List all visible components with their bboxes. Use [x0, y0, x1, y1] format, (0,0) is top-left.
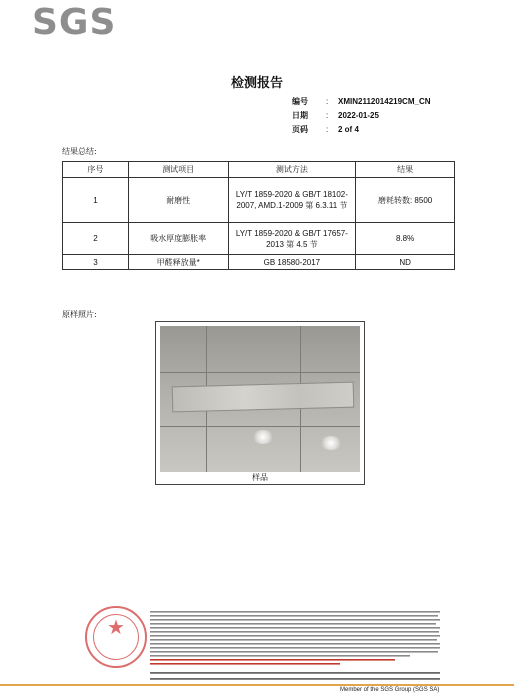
table-header-row — [63, 162, 455, 178]
cell-item: 耐磨性 — [128, 178, 228, 223]
light-glare — [252, 430, 274, 444]
address-block — [150, 671, 440, 685]
meta-key: 日期 — [292, 110, 308, 120]
sample-photo — [160, 326, 360, 472]
meta-colon: : — [326, 110, 329, 120]
cell-no: 3 — [63, 255, 129, 270]
cell-no: 2 — [63, 223, 129, 255]
summary-label: 结果总结: — [62, 147, 97, 156]
meta-row-page — [292, 122, 431, 136]
table-row — [63, 178, 455, 223]
photo-caption: 样品 — [156, 472, 364, 484]
meta-colon: : — [326, 96, 329, 106]
meta-key: 编号 — [292, 96, 308, 106]
report-date: 2022-01-25 — [338, 110, 379, 120]
cell-result: 8.8% — [356, 223, 455, 255]
star-icon: ★ — [107, 617, 125, 639]
cell-method: LY/T 1859-2020 & GB/T 18102-2007, AMD.1-2009 第 6.3.11 节 — [228, 178, 356, 223]
sgs-logo: SGS — [32, 2, 117, 43]
page-number: 2 of 4 — [338, 124, 359, 134]
sample-plank — [172, 382, 355, 413]
footer-rule — [0, 684, 514, 686]
table-row — [63, 255, 455, 270]
cell-item: 吸水厚度膨胀率 — [128, 223, 228, 255]
results-table — [62, 161, 455, 270]
cell-no: 1 — [63, 178, 129, 223]
cell-item: 甲醛释放量* — [128, 255, 228, 270]
cell-result: 磨耗转数: 8500 — [356, 178, 455, 223]
photo-label: 原样照片: — [62, 310, 97, 319]
cell-method: LY/T 1859-2020 & GB/T 17657-2013 第 4.5 节 — [228, 223, 356, 255]
meta-row-date — [292, 108, 431, 122]
legal-text-lines — [150, 610, 440, 668]
light-glare — [320, 436, 342, 450]
meta-row-number — [292, 94, 431, 108]
address-lines — [150, 671, 440, 683]
member-line: Member of the SGS Group (SGS SA) — [340, 687, 440, 693]
meta-key: 页码 — [292, 124, 308, 134]
report-title: 检测报告 — [230, 76, 283, 91]
report-meta — [292, 94, 431, 136]
cell-result: ND — [356, 255, 455, 270]
header-method: 测试方法 — [228, 162, 356, 178]
sample-photo-frame — [155, 321, 365, 485]
header-no: 序号 — [63, 162, 129, 178]
meta-colon: : — [326, 124, 329, 134]
tile-line — [160, 426, 360, 427]
header-item: 测试项目 — [128, 162, 228, 178]
report-number: XMIN2112014219CM_CN — [338, 96, 431, 106]
cell-method: GB 18580-2017 — [228, 255, 356, 270]
company-seal — [85, 606, 147, 668]
header-result: 结果 — [356, 162, 455, 178]
tile-line — [160, 372, 360, 373]
table-row — [63, 223, 455, 255]
legal-disclaimer-block — [150, 610, 440, 669]
